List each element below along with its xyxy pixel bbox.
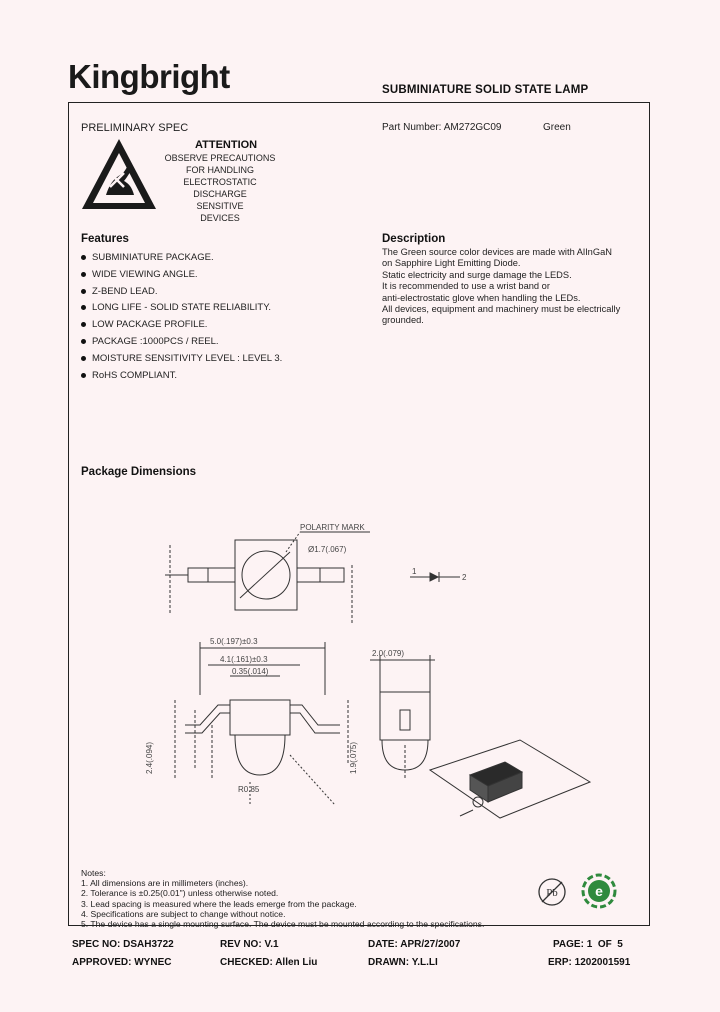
bullet-icon xyxy=(81,289,86,294)
attention-text xyxy=(150,152,290,224)
bullet-icon xyxy=(81,356,86,361)
dim-side-width: 2.0(.079) xyxy=(372,649,405,658)
bullet-icon xyxy=(81,322,86,327)
footer-date: DATE: APR/27/2007 xyxy=(368,939,461,950)
footer-spec-no: SPEC NO: DSAH3722 xyxy=(72,939,174,950)
polarity-mark-label: POLARITY MARK xyxy=(300,523,365,532)
footer-drawn: DRAWN: Y.L.LI xyxy=(368,957,438,968)
note-item: 3. Lead spacing is measured where the leads emerge from the package. xyxy=(81,898,357,909)
bullet-icon xyxy=(81,373,86,378)
attention-line: DISCHARGE xyxy=(193,189,247,199)
feature-item: PACKAGE :1000PCS / REEL. xyxy=(81,336,282,353)
feature-item: LONG LIFE - SOLID STATE RELIABILITY. xyxy=(81,302,282,319)
side-view-dome xyxy=(235,735,285,775)
package-dimensions-heading: Package Dimensions xyxy=(81,466,197,478)
dim-left: 2.4(.094) xyxy=(145,741,154,774)
company-logo: Kingbright xyxy=(68,58,230,95)
notes-block xyxy=(81,868,484,929)
notes-title: Notes: xyxy=(81,868,106,878)
description-line: anti-electrostatic glove when handling the LEDs. xyxy=(382,292,581,303)
dim-radius: R0.85 xyxy=(238,785,260,794)
feature-item: MOISTURE SENSITIVITY LEVEL : LEVEL 3. xyxy=(81,353,282,370)
svg-text:e: e xyxy=(595,883,603,899)
attention-title: ATTENTION xyxy=(195,139,258,151)
dim-lead-width: 0.35(.014) xyxy=(232,667,269,676)
dim-body-length: 4.1(.161)±0.3 xyxy=(220,655,268,664)
footer-approved: APPROVED: WYNEC xyxy=(72,957,172,968)
esd-warning-icon xyxy=(80,135,158,213)
side-view-body xyxy=(230,700,290,735)
preliminary-label: PRELIMINARY SPEC xyxy=(81,122,189,134)
bullet-icon xyxy=(81,305,86,310)
attention-line: FOR HANDLING xyxy=(185,165,254,175)
description-line: grounded. xyxy=(382,315,424,326)
description-line: on Sapphire Light Emitting Diode. xyxy=(382,258,521,269)
attention-line: OBSERVE PRECAUTIONS xyxy=(164,153,276,163)
feature-item: LOW PACKAGE PROFILE. xyxy=(81,319,282,336)
description-text xyxy=(382,247,642,327)
attention-line: ELECTROSTATIC xyxy=(183,177,257,187)
note-item: 1. All dimensions are in millimeters (inches). xyxy=(81,878,249,889)
footer-checked: CHECKED: Allen Liu xyxy=(220,957,318,968)
document-title: SUBMINIATURE SOLID STATE LAMP xyxy=(382,84,589,96)
feature-item: WIDE VIEWING ANGLE. xyxy=(81,269,282,286)
features-list xyxy=(81,252,282,386)
footer-page: PAGE: 1 OF 5 xyxy=(553,939,623,950)
attention-line: SENSITIVE xyxy=(196,201,244,211)
features-heading: Features xyxy=(81,233,129,245)
dim-height: 1.9(.075) xyxy=(349,741,358,774)
description-line: It is recommended to use a wrist band or xyxy=(382,281,550,292)
description-line: Static electricity and surge damage the LEDS. xyxy=(382,269,572,280)
note-item: 4. Specifications are subject to change without notice. xyxy=(81,908,286,919)
bullet-icon xyxy=(81,272,86,277)
part-color: Green xyxy=(543,122,571,133)
svg-text:Pb: Pb xyxy=(546,887,558,899)
feature-item: SUBMINIATURE PACKAGE. xyxy=(81,252,282,269)
feature-item: RoHS COMPLIANT. xyxy=(81,370,282,387)
pin-anode-label: 1 xyxy=(412,567,417,576)
footer-erp: ERP: 1202001591 xyxy=(548,957,631,968)
description-heading: Description xyxy=(382,233,446,245)
bullet-icon xyxy=(81,255,86,260)
note-item: 5. The device has a single mounting surface. The device must be mounted according to the specifications. xyxy=(81,919,485,930)
bullet-icon xyxy=(81,339,86,344)
feature-item: Z-BEND LEAD. xyxy=(81,286,282,303)
dim-overall-length: 5.0(.197)±0.3 xyxy=(210,637,258,646)
package-drawing xyxy=(140,520,610,830)
part-number: Part Number: AM272GC09 xyxy=(382,122,502,133)
note-item: 2. Tolerance is ±0.25(0.01") unless otherwise noted. xyxy=(81,888,279,899)
footer-rev-no: REV NO: V.1 xyxy=(220,939,279,950)
end-view-body xyxy=(380,692,430,740)
dim-diameter: Ø1.7(.067) xyxy=(308,545,347,554)
pb-free-icon xyxy=(536,876,568,908)
description-line: All devices, equipment and machinery must be electrically xyxy=(382,304,621,315)
description-line: The Green source color devices are made with AlInGaN xyxy=(382,247,612,257)
attention-line: DEVICES xyxy=(200,213,240,223)
rohs-icon xyxy=(580,872,618,910)
pin-cathode-label: 2 xyxy=(462,573,467,582)
